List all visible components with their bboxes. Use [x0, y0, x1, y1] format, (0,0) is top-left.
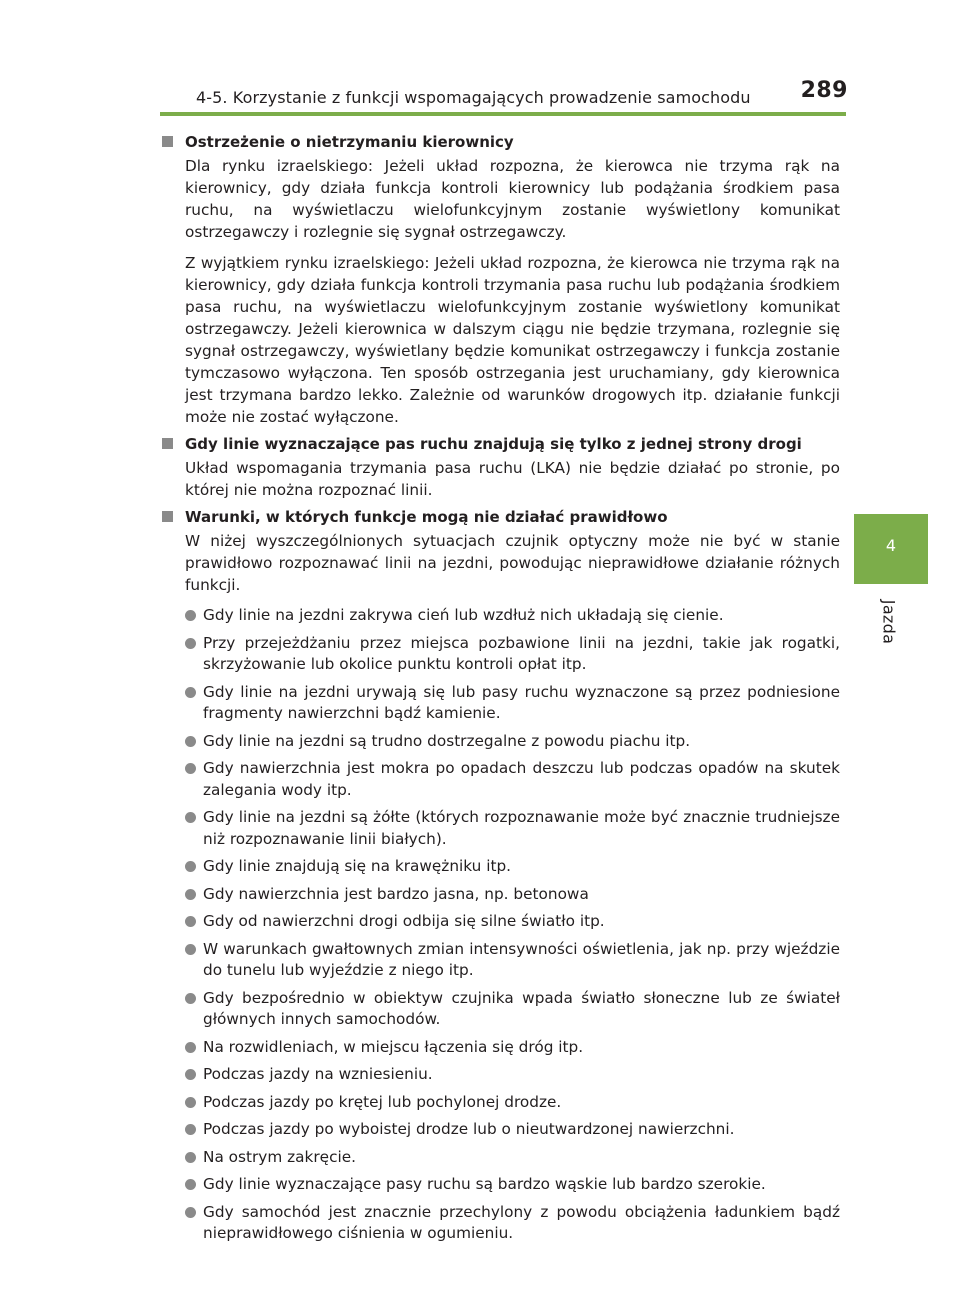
section-steering-warning: [160, 131, 840, 428]
list-item-text: Gdy samochód jest znacznie przechylony z powodu obciążenia ładunkiem bądź nieprawidłowego ciśnienia w ogumieniu.: [203, 1202, 840, 1242]
round-bullet-icon: [185, 1069, 196, 1080]
list-item: [160, 856, 840, 878]
chapter-side-label-text: Jazda: [879, 599, 899, 645]
list-item: [160, 1174, 840, 1196]
paragraph: Z wyjątkiem rynku izraelskiego: Jeżeli układ rozpozna, że kierowca nie trzyma rąk na kierownicy, gdy działa funkcja kontroli trzymania pasa ruchu lub podążania środkiem pasa ruchu, na wyświetlaczu wielofunkcyjnym zostanie wyświetlony komunikat ostrzegawczy. Jeżeli kierownica w dalszym ciągu nie będzie trzymana, rozlegnie się sygnał ostrzegawczy, wyświetlany będzie komunikat ostrzegawczy i funkcja zostanie tymczasowo wyłączona. Ten sposób ostrzegania jest uruchamiany, gdy kierownica jest trzymana bardzo lekko. Zależnie od warunków drogowych itp. działanie funkcji może nie zostać wyłączone.: [185, 254, 840, 426]
round-bullet-icon: [185, 1207, 196, 1218]
section-heading: [160, 433, 840, 455]
list-item: [160, 1064, 840, 1086]
paragraph: Dla rynku izraelskiego: Jeżeli układ rozpozna, że kierowca nie trzyma rąk na kierownicy, gdy działa funkcja kontroli kierownicy lub podążania środkiem pasa ruchu, na wyświetlaczu wielofunkcyjnym zostanie wyświetlony komunikat ostrzegawczy i rozlegnie się sygnał ostrzegawczy.: [185, 157, 840, 241]
round-bullet-icon: [185, 610, 196, 621]
round-bullet-icon: [185, 993, 196, 1004]
square-bullet-icon: [162, 511, 173, 522]
list-item: [160, 731, 840, 753]
list-item: [160, 988, 840, 1031]
round-bullet-icon: [185, 763, 196, 774]
chapter-title: 4-5. Korzystanie z funkcji wspomagających prowadzenie samochodu: [196, 88, 751, 107]
list-item-text: Gdy linie znajdują się na krawężniku itp.: [203, 857, 512, 875]
round-bullet-icon: [185, 687, 196, 698]
paragraph: Układ wspomagania trzymania pasa ruchu (LKA) nie będzie działać po stronie, po której nie można rozpoznać linii.: [185, 459, 840, 499]
section-heading-text: Warunki, w których funkcje mogą nie działać prawidłowo: [185, 508, 668, 526]
round-bullet-icon: [185, 736, 196, 747]
list-item: [160, 911, 840, 933]
list-item-text: Gdy bezpośrednio w obiektyw czujnika wpada światło słoneczne lub ze świateł głównych innych samochodów.: [203, 988, 840, 1028]
round-bullet-icon: [185, 1124, 196, 1135]
list-item: [160, 1037, 840, 1059]
list-item: [160, 682, 840, 725]
round-bullet-icon: [185, 944, 196, 955]
section-heading: [160, 131, 840, 153]
list-item: [160, 807, 840, 850]
list-item: [160, 1092, 840, 1114]
conditions-list: [160, 605, 840, 1245]
round-bullet-icon: [185, 861, 196, 872]
list-item-text: Gdy nawierzchnia jest bardzo jasna, np. betonowa: [203, 884, 589, 903]
chapter-side-label: [874, 592, 904, 652]
square-bullet-icon: [162, 136, 173, 147]
list-item-text: Podczas jazdy po wyboistej drodze lub o nieutwardzonej nawierzchni.: [203, 1120, 735, 1138]
list-item: [160, 633, 840, 676]
list-item-text: Gdy linie na jezdni zakrywa cień lub wzdłuż nich układają się cienie.: [203, 606, 724, 624]
section-heading: [160, 506, 840, 528]
list-item-text: Na ostrym zakręcie.: [203, 1147, 357, 1166]
list-item-text: Gdy nawierzchnia jest mokra po opadach deszczu lub podczas opadów na skutek zalegania wody itp.: [203, 759, 840, 799]
list-item-text: Na rozwidleniach, w miejscu łączenia się dróg itp.: [203, 1037, 584, 1056]
list-item: [160, 884, 840, 906]
square-bullet-icon: [162, 438, 173, 449]
section-conditions: [160, 506, 840, 1245]
section-one-side-lines: [160, 433, 840, 501]
round-bullet-icon: [185, 916, 196, 927]
list-item-text: Przy przejeżdżaniu przez miejsca pozbawione linii na jezdni, takie jak rogatki, skrzyżowanie lub okolice punktu kontroli opłat itp.: [203, 633, 840, 673]
round-bullet-icon: [185, 638, 196, 649]
paragraph: W niżej wyszczególnionych sytuacjach czujnik optyczny może nie być w stanie prawidłowo rozpoznawać linii na jezdni, powodując nieprawidłowe działanie różnych funkcji.: [185, 532, 840, 594]
list-item-text: Podczas jazdy po krętej lub pochylonej drodze.: [203, 1092, 562, 1111]
list-item: [160, 1119, 840, 1141]
section-heading-text: Gdy linie wyznaczające pas ruchu znajdują się tylko z jednej strony drogi: [185, 435, 802, 453]
page-header: [0, 78, 848, 116]
page-number: 289: [800, 78, 848, 103]
round-bullet-icon: [185, 889, 196, 900]
list-item-text: Gdy linie na jezdni są trudno dostrzegalne z powodu piachu itp.: [203, 731, 691, 750]
round-bullet-icon: [185, 1179, 196, 1190]
list-item: [160, 1147, 840, 1169]
round-bullet-icon: [185, 812, 196, 823]
round-bullet-icon: [185, 1042, 196, 1053]
list-item-text: Gdy linie wyznaczające pasy ruchu są bardzo wąskie lub bardzo szerokie.: [203, 1175, 766, 1193]
list-item: [160, 605, 840, 627]
list-item: [160, 939, 840, 982]
header-rule: [160, 112, 846, 116]
list-item-text: Podczas jazdy na wzniesieniu.: [203, 1065, 433, 1083]
list-item: [160, 758, 840, 801]
round-bullet-icon: [185, 1097, 196, 1108]
list-item-text: Gdy od nawierzchni drogi odbija się silne światło itp.: [203, 912, 605, 930]
page-content: [160, 131, 840, 1251]
section-heading-text: Ostrzeżenie o nietrzymaniu kierownicy: [185, 133, 514, 151]
chapter-tab: [854, 514, 928, 584]
round-bullet-icon: [185, 1152, 196, 1163]
list-item: [160, 1202, 840, 1245]
chapter-tab-number: 4: [885, 536, 897, 555]
list-item-text: Gdy linie na jezdni są żółte (których rozpoznawanie może być znacznie trudniejsze niż rozpoznawanie linii białych).: [203, 808, 840, 848]
list-item-text: W warunkach gwałtownych zmian intensywności oświetlenia, jak np. przy wjeździe do tunelu lub wyjeździe z niego itp.: [203, 939, 840, 979]
list-item-text: Gdy linie na jezdni urywają się lub pasy ruchu wyznaczone są przez podniesione fragmenty nawierzchni bądź kamienie.: [203, 682, 840, 722]
